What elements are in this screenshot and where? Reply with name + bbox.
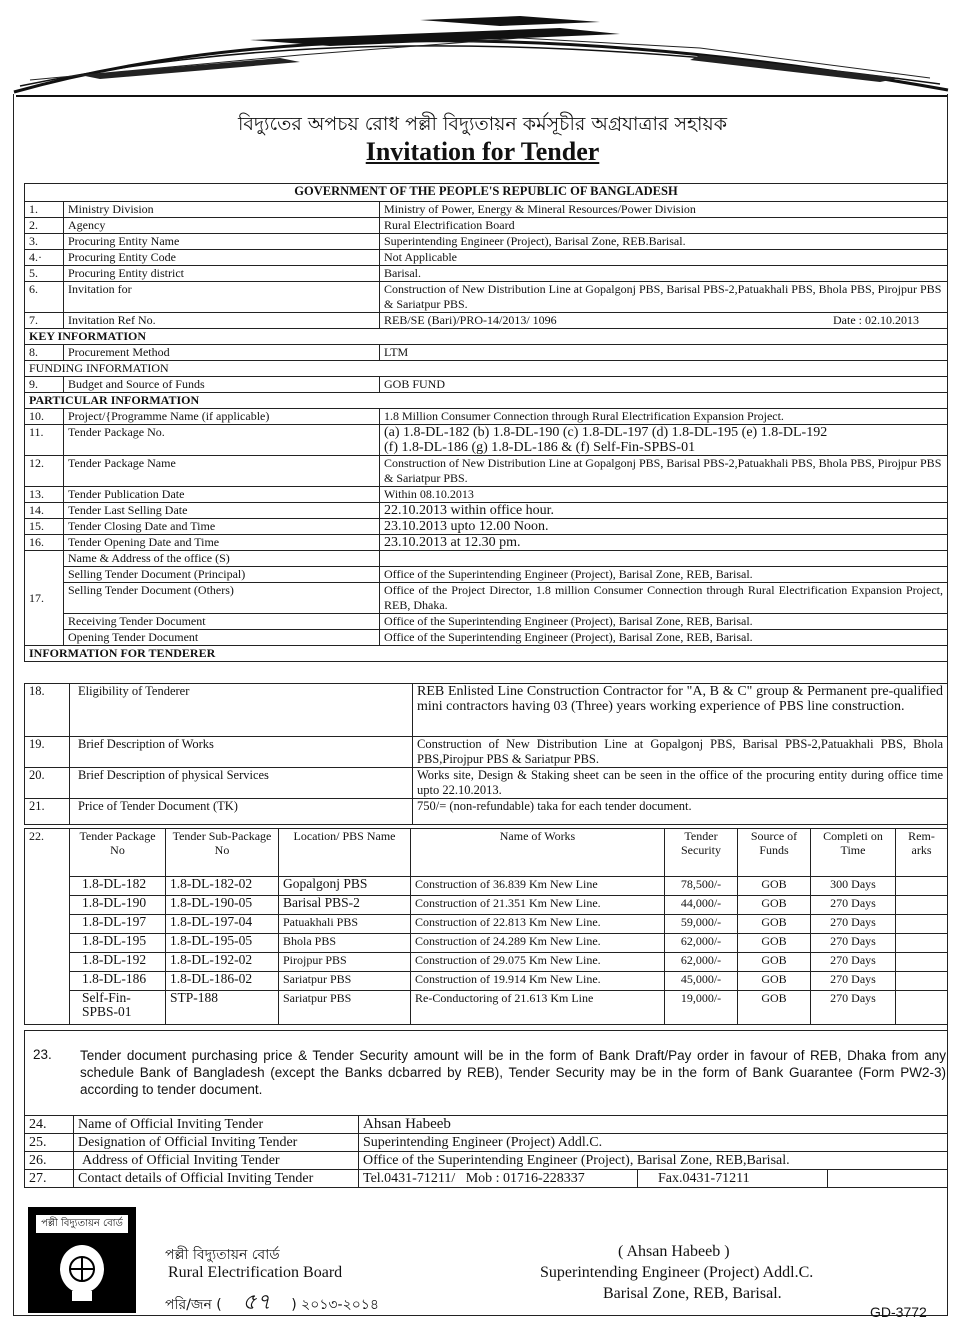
row-number: 2.	[25, 218, 64, 234]
fund-source: GOB	[738, 934, 811, 953]
security: 19,000/-	[665, 991, 738, 1025]
work-name: Re-Conductoring of 21.613 Km Line	[411, 991, 665, 1025]
work-name: Construction of 36.839 Km New Line	[411, 877, 665, 896]
work-name: Construction of 19.914 Km New Line.	[411, 972, 665, 991]
footer-org-english: Rural Electrification Board	[168, 1264, 343, 1281]
row-value: Office of the Superintending Engineer (Project), Barisal Zone, REB, Barisal.	[380, 630, 948, 646]
reference-prefix: পরি/জন (	[165, 1297, 222, 1313]
row-number: 25.	[25, 1134, 74, 1152]
row-number: 10.	[25, 409, 64, 425]
security: 44,000/-	[665, 896, 738, 915]
row-value: 1.8 Million Consumer Connection through Rural Electrification Expansion Project.	[380, 409, 948, 425]
table-row	[25, 972, 948, 991]
row-number: 17.	[25, 551, 64, 646]
package-list-line-2: (f) 1.8-DL-186 (g) 1.8-DL-186 & (f) Self-Fin-SPBS-01	[384, 440, 696, 455]
row-value: GOB FUND	[380, 377, 948, 393]
sub-package-no: 1.8-DL-192-02	[166, 953, 279, 972]
row-number: 9.	[25, 377, 64, 393]
row-label: Procuring Entity Code	[64, 250, 380, 266]
row-label: Invitation Ref No.	[64, 313, 380, 329]
row-number: 18.	[25, 684, 70, 737]
row-label: Procurement Method	[64, 345, 380, 361]
column-header: Rem-arks	[896, 829, 948, 877]
location: Patuakhali PBS	[279, 915, 411, 934]
row-value: Rural Electrification Board	[380, 218, 948, 234]
row-label: Brief Description of physical Services	[70, 768, 413, 799]
row-number: 12.	[25, 456, 64, 487]
row-label: Ministry Division	[64, 202, 380, 218]
remarks	[896, 896, 948, 915]
location: Pirojpur PBS	[279, 953, 411, 972]
fund-source: GOB	[738, 953, 811, 972]
row-label: Opening Tender Document	[64, 630, 380, 646]
location: Sariatpur PBS	[279, 972, 411, 991]
completion-time: 270 Days	[811, 896, 896, 915]
row-label: Address of Official Inviting Tender	[74, 1152, 359, 1170]
table-row	[25, 915, 948, 934]
completion-time: 270 Days	[811, 953, 896, 972]
official-table	[24, 1115, 948, 1188]
row-value-empty	[380, 551, 948, 567]
package-no: Self-Fin-SPBS-01	[70, 991, 166, 1025]
government-heading: GOVERNMENT OF THE PEOPLE'S REPUBLIC OF BANGLADESH	[25, 184, 948, 202]
bulb-logo-icon	[48, 1239, 116, 1305]
column-header: Source of Funds	[738, 829, 811, 877]
row-label: Tender Closing Date and Time	[64, 519, 380, 535]
row-number: 19.	[25, 737, 70, 768]
row-value: Construction of New Distribution Line at Gopalgonj PBS, Barisal PBS-2,Patuakhali PBS, Bhola PBS, Pirojpur PBS & Sariatpur PBS.	[380, 456, 948, 487]
column-header: Tender Security	[665, 829, 738, 877]
remarks	[896, 972, 948, 991]
page-title: Invitation for Tender	[365, 137, 600, 166]
row-value: LTM	[380, 345, 948, 361]
row-label: Tender Package No.	[64, 425, 380, 456]
row-value: Office of the Project Director, 1.8 million Consumer Connection through Rural Electrification Expansion Project, REB, Dhaka.	[380, 583, 948, 614]
completion-time: 270 Days	[811, 915, 896, 934]
section-heading: FUNDING INFORMATION	[25, 361, 948, 377]
row-label: Eligibility of Tenderer	[70, 684, 413, 737]
row-label: Agency	[64, 218, 380, 234]
package-no: 1.8-DL-197	[70, 915, 166, 934]
security: 62,000/-	[665, 953, 738, 972]
signatory-address: Barisal Zone, REB, Barisal.	[603, 1285, 782, 1302]
row-value: 23.10.2013 upto 12.00 Noon.	[380, 519, 948, 535]
security: 45,000/-	[665, 972, 738, 991]
row-value: Superintending Engineer (Project) Addl.C.	[359, 1134, 948, 1152]
row-value: 750/= (non-refundable) taka for each tender document.	[413, 799, 948, 825]
section-heading: KEY INFORMATION	[25, 329, 948, 345]
location: Gopalgonj PBS	[279, 877, 411, 896]
table-row	[25, 877, 948, 896]
reb-logo	[28, 1207, 136, 1313]
table-row	[25, 991, 948, 1025]
table-row	[25, 934, 948, 953]
row-value: Ahsan Habeeb	[359, 1116, 948, 1134]
row-number: 21.	[25, 799, 70, 825]
package-no: 1.8-DL-192	[70, 953, 166, 972]
invitation-ref: REB/SE (Bari)/PRO-14/2013/ 1096	[384, 313, 557, 327]
row-value	[380, 425, 948, 456]
table-row	[25, 953, 948, 972]
row-label: Tender Opening Date and Time	[64, 535, 380, 551]
payment-terms-text: Tender document purchasing price & Tender Security amount will be in the form of Bank Draft/Pay order in favour of REB, Dhaka from any schedule Bank of Bangladesh (except the Banks dcbarred by REB), Tender Security may be in the form of Bank Guarantee (Form PW2-3) according to tender document.	[80, 1048, 946, 1097]
package-no: 1.8-DL-190	[70, 896, 166, 915]
location: Bhola PBS	[279, 934, 411, 953]
row-number: 6.	[25, 282, 64, 313]
empty-cell	[828, 1170, 948, 1188]
row-value: Construction of New Distribution Line at Gopalgonj PBS, Barisal PBS-2,Patuakhali PBS, Bhola PBS, Pirojpur PBS & Sariatpur PBS.	[380, 282, 948, 313]
row-value: Office of the Superintending Engineer (Project), Barisal Zone, REB, Barisal.	[380, 567, 948, 583]
reference-number: ৫৭	[242, 1290, 271, 1315]
location: Sariatpur PBS	[279, 991, 411, 1025]
row-number: 22.	[25, 829, 70, 1025]
row-number: 16.	[25, 535, 64, 551]
remarks	[896, 934, 948, 953]
row-value: Not Applicable	[380, 250, 948, 266]
security: 59,000/-	[665, 915, 738, 934]
package-no: 1.8-DL-195	[70, 934, 166, 953]
column-header: Location/ PBS Name	[279, 829, 411, 877]
row-number: 4.·	[25, 250, 64, 266]
header-banner-ornament	[0, 0, 965, 100]
work-name: Construction of 29.075 Km New Line.	[411, 953, 665, 972]
package-list-line-1: (a) 1.8-DL-182 (b) 1.8-DL-190 (c) 1.8-DL-197 (d) 1.8-DL-195 (e) 1.8-DL-192	[384, 425, 828, 440]
row-number: 23.	[33, 1047, 52, 1062]
completion-time: 270 Days	[811, 991, 896, 1025]
row-number: 7.	[25, 313, 64, 329]
row-value	[380, 313, 948, 329]
row-label: Procuring Entity district	[64, 266, 380, 282]
row-number: 15.	[25, 519, 64, 535]
row-number: 11.	[25, 425, 64, 456]
column-header: Completi on Time	[811, 829, 896, 877]
row-label: Brief Description of Works	[70, 737, 413, 768]
location: Barisal PBS-2	[279, 896, 411, 915]
tender-info-table	[24, 183, 948, 662]
package-no: 1.8-DL-186	[70, 972, 166, 991]
row-label: Receiving Tender Document	[64, 614, 380, 630]
remarks	[896, 877, 948, 896]
row-label: Price of Tender Document (TK)	[70, 799, 413, 825]
row-value: REB Enlisted Line Construction Contractor for "A, B & C" group & Permanent pre-qualified mini contractors having 03 (Three) years working experience of PBS line construction.	[413, 684, 948, 737]
row-label: Selling Tender Document (Others)	[64, 583, 380, 614]
row-number: 26.	[25, 1152, 74, 1170]
completion-time: 300 Days	[811, 877, 896, 896]
sub-package-no: 1.8-DL-190-05	[166, 896, 279, 915]
sub-package-no: 1.8-DL-197-04	[166, 915, 279, 934]
row-number: 14.	[25, 503, 64, 519]
row-value: Superintending Engineer (Project), Barisal Zone, REB.Barisal.	[380, 234, 948, 250]
fund-source: GOB	[738, 896, 811, 915]
fax: Fax.0431-71211	[638, 1170, 828, 1188]
fund-source: GOB	[738, 991, 811, 1025]
row-number: 13.	[25, 487, 64, 503]
section-heading: PARTICULAR INFORMATION	[25, 393, 948, 409]
row-label: Tender Package Name	[64, 456, 380, 487]
footer-reference	[165, 1285, 379, 1322]
logo-caption: পল্লী বিদ্যুতায়ন বোর্ড	[36, 1215, 128, 1233]
row-value: Works site, Design & Staking sheet can be seen in the office of the procuring entity during office time upto 22.10.2013.	[413, 768, 948, 799]
row-number: 27.	[25, 1170, 74, 1188]
sub-package-no: 1.8-DL-186-02	[166, 972, 279, 991]
row-label: Tender Publication Date	[64, 487, 380, 503]
row-label: Budget and Source of Funds	[64, 377, 380, 393]
security: 62,000/-	[665, 934, 738, 953]
row-number: 5.	[25, 266, 64, 282]
tenderer-info-table	[24, 683, 948, 825]
row-number: 1.	[25, 202, 64, 218]
column-header: Tender Package No	[70, 829, 166, 877]
remarks	[896, 953, 948, 972]
remarks	[896, 915, 948, 934]
completion-time: 270 Days	[811, 934, 896, 953]
row-value: Barisal.	[380, 266, 948, 282]
row-value: Office of the Superintending Engineer (Project), Barisal Zone, REB,Barisal.	[359, 1152, 948, 1170]
package-table	[24, 828, 948, 1025]
work-name: Construction of 24.289 Km New Line.	[411, 934, 665, 953]
row-label: Name of Official Inviting Tender	[74, 1116, 359, 1134]
telephone: Tel.0431-71211/	[363, 1171, 456, 1186]
fund-source: GOB	[738, 877, 811, 896]
bengali-slogan: বিদ্যুতের অপচয় রোধ পল্লী বিদ্যুতায়ন কর্মসূচীর অগ্রযাত্রার সহায়ক	[237, 113, 727, 135]
section-heading: INFORMATION FOR TENDERER	[25, 646, 948, 662]
column-header: Tender Sub-Package No	[166, 829, 279, 877]
column-header: Name of Works	[411, 829, 665, 877]
footer-org-bengali: পল্লী বিদ্যুতায়ন বোর্ড	[165, 1247, 280, 1263]
row-number: 20.	[25, 768, 70, 799]
work-name: Construction of 22.813 Km New Line.	[411, 915, 665, 934]
payment-terms-paragraph	[24, 1030, 948, 1115]
table-row	[25, 896, 948, 915]
row-value: 23.10.2013 at 12.30 pm.	[380, 535, 948, 551]
row-value: Construction of New Distribution Line at Gopalgonj PBS, Barisal PBS-2,Patuakhali PBS, Bhola PBS,Pirojpur PBS & Sariatpur PBS.	[413, 737, 948, 768]
row-label: Designation of Official Inviting Tender	[74, 1134, 359, 1152]
remarks	[896, 991, 948, 1025]
row-value: Office of the Superintending Engineer (Project), Barisal Zone, REB, Barisal.	[380, 614, 948, 630]
contact-phone-mobile	[359, 1170, 638, 1188]
fund-source: GOB	[738, 972, 811, 991]
row-label: Tender Last Selling Date	[64, 503, 380, 519]
row-label: Procuring Entity Name	[64, 234, 380, 250]
row-label: Project/{Programme Name (if applicable)	[64, 409, 380, 425]
row-number: 8.	[25, 345, 64, 361]
sub-package-no: 1.8-DL-182-02	[166, 877, 279, 896]
mobile: Mob : 01716-228337	[465, 1171, 585, 1186]
work-name: Construction of 21.351 Km New Line.	[411, 896, 665, 915]
row-label: Contact details of Official Inviting Tender	[74, 1170, 359, 1188]
row-number: 24.	[25, 1116, 74, 1134]
sub-package-no: 1.8-DL-195-05	[166, 934, 279, 953]
fund-source: GOB	[738, 915, 811, 934]
row-label: Selling Tender Document (Principal)	[64, 567, 380, 583]
signatory-designation: Superintending Engineer (Project) Addl.C.	[540, 1264, 814, 1281]
row-value: 22.10.2013 within office hour.	[380, 503, 948, 519]
signatory-name: ( Ahsan Habeeb )	[618, 1243, 730, 1260]
reference-suffix: ) ২০১৩-২০১৪	[291, 1297, 379, 1313]
row-label: Name & Address of the office (S)	[64, 551, 380, 567]
row-number: 3.	[25, 234, 64, 250]
sub-package-no: STP-188	[166, 991, 279, 1025]
row-value: Within 08.10.2013	[380, 487, 948, 503]
invitation-date: Date : 02.10.2013	[833, 313, 919, 327]
completion-time: 270 Days	[811, 972, 896, 991]
security: 78,500/-	[665, 877, 738, 896]
document-code: GD-3772	[870, 1304, 927, 1320]
package-no: 1.8-DL-182	[70, 877, 166, 896]
row-label: Invitation for	[64, 282, 380, 313]
row-value: Ministry of Power, Energy & Mineral Resources/Power Division	[380, 202, 948, 218]
